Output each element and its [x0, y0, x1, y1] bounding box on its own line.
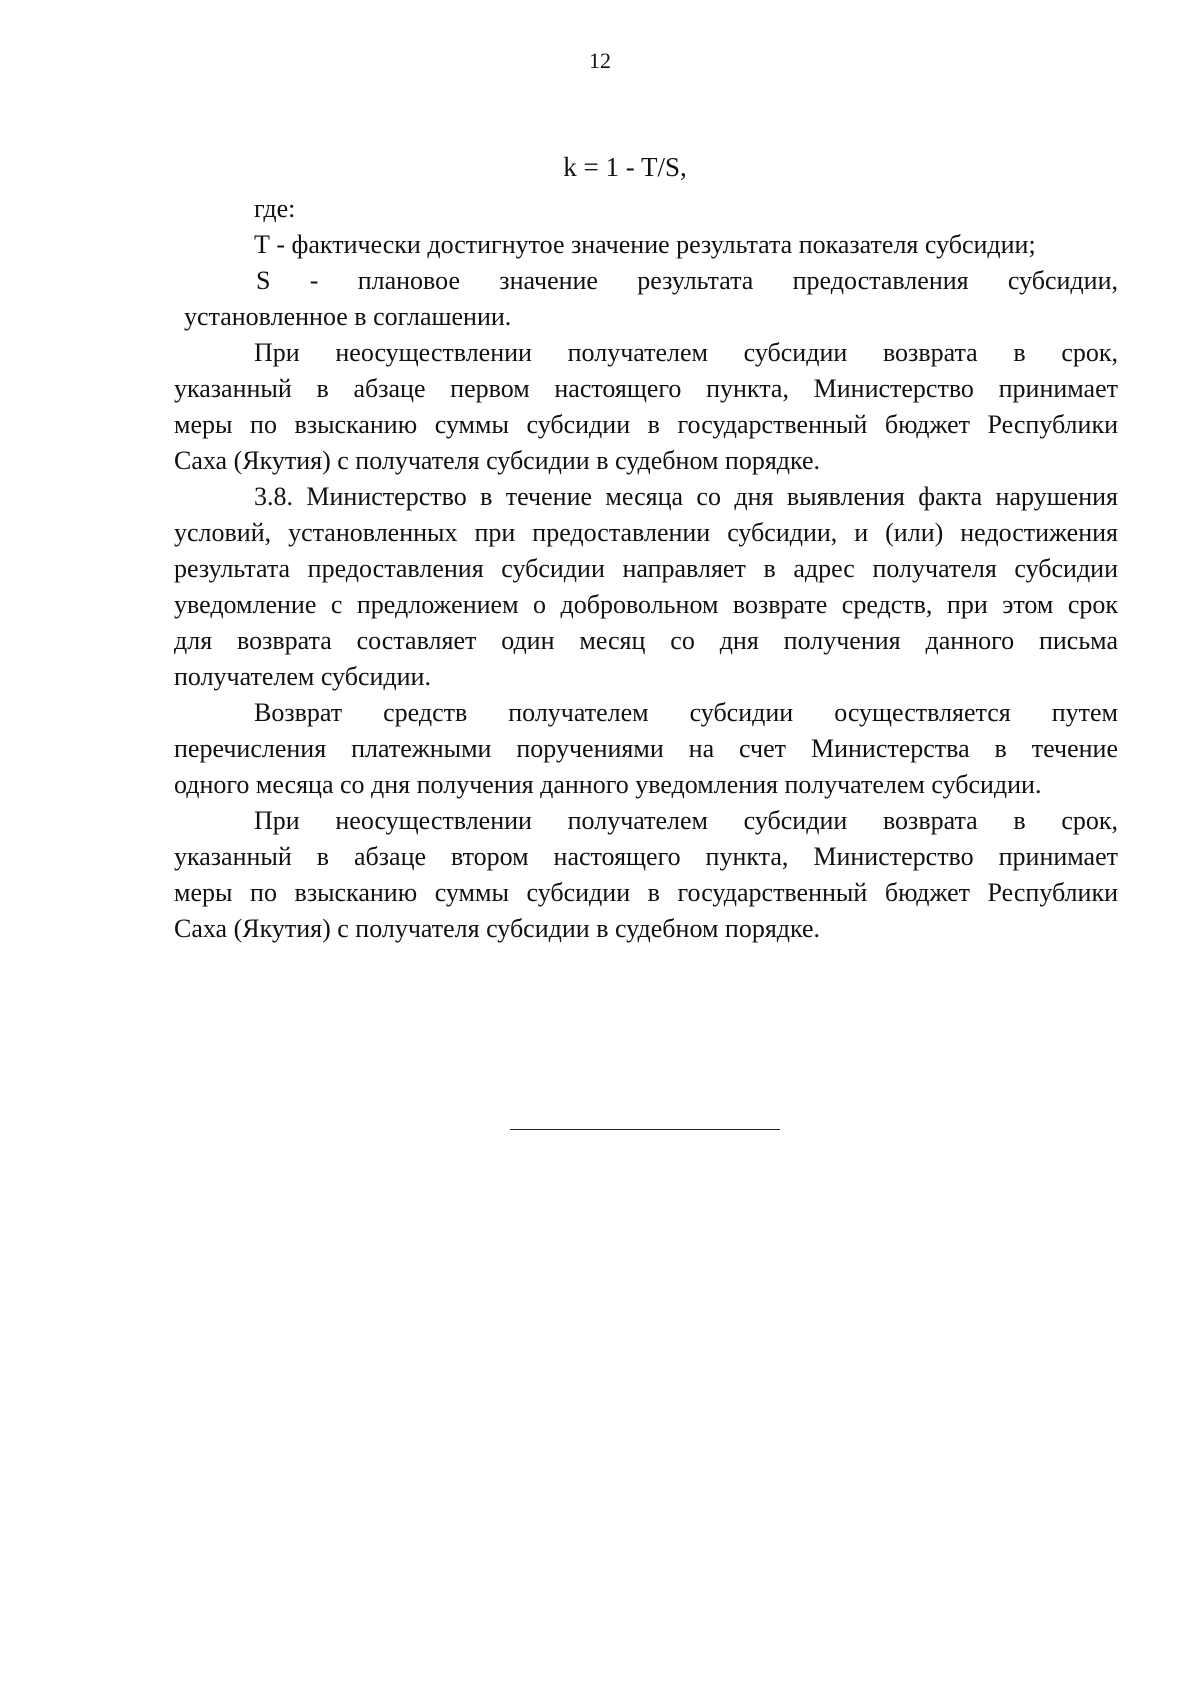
- paragraph-3-line: одного месяца со дня получения данного уведомления получателем субсидии.: [174, 770, 1042, 799]
- where-label: где:: [254, 194, 296, 223]
- document-body: [174, 191, 1118, 947]
- paragraph-1-line: При неосуществлении получателем субсидии возврата в срок,: [254, 338, 1118, 367]
- paragraph-1-line: указанный в абзаце первом настоящего пункта, Министерство принимает: [174, 374, 1118, 403]
- paragraph-2-line: получателем субсидии.: [174, 662, 431, 691]
- paragraph-2-line: условий, установленных при предоставлении субсидии, и (или) недостижения: [174, 518, 1118, 547]
- end-separator-line: [510, 1129, 780, 1130]
- paragraph-2-line: уведомление с предложением о добровольном возврате средств, при этом срок: [174, 590, 1118, 619]
- paragraph-4-line: указанный в абзаце втором настоящего пункта, Министерство принимает: [174, 842, 1118, 871]
- definition-t: Т - фактически достигнутое значение результата показателя субсидии;: [254, 230, 1036, 259]
- paragraph-1-line: Саха (Якутия) с получателя субсидии в судебном порядке.: [174, 446, 821, 475]
- formula: k = 1 - T/S,: [563, 152, 687, 182]
- paragraph-4-line: При неосуществлении получателем субсидии возврата в срок,: [254, 806, 1118, 835]
- definition-s-line-2: установленное в соглашении.: [184, 302, 512, 331]
- paragraph-2-line: 3.8. Министерство в течение месяца со дня выявления факта нарушения: [254, 482, 1118, 511]
- paragraph-4-line: Саха (Якутия) с получателя субсидии в судебном порядке.: [174, 914, 821, 943]
- page-number: 12: [589, 48, 611, 73]
- paragraph-3-line: Возврат средств получателем субсидии осуществляется путем: [254, 698, 1118, 727]
- paragraph-2-line: для возврата составляет один месяц со дня получения данного письма: [174, 626, 1118, 655]
- paragraph-3-line: перечисления платежными поручениями на счет Министерства в течение: [174, 734, 1118, 763]
- paragraph-4-line: меры по взысканию суммы субсидии в государственный бюджет Республики: [174, 878, 1118, 907]
- definition-s-line-1: S - плановое значение результата предоставления субсидии,: [256, 266, 1118, 295]
- paragraph-1-line: меры по взысканию суммы субсидии в государственный бюджет Республики: [174, 410, 1118, 439]
- paragraph-2-line: результата предоставления субсидии направляет в адрес получателя субсидии: [174, 554, 1118, 583]
